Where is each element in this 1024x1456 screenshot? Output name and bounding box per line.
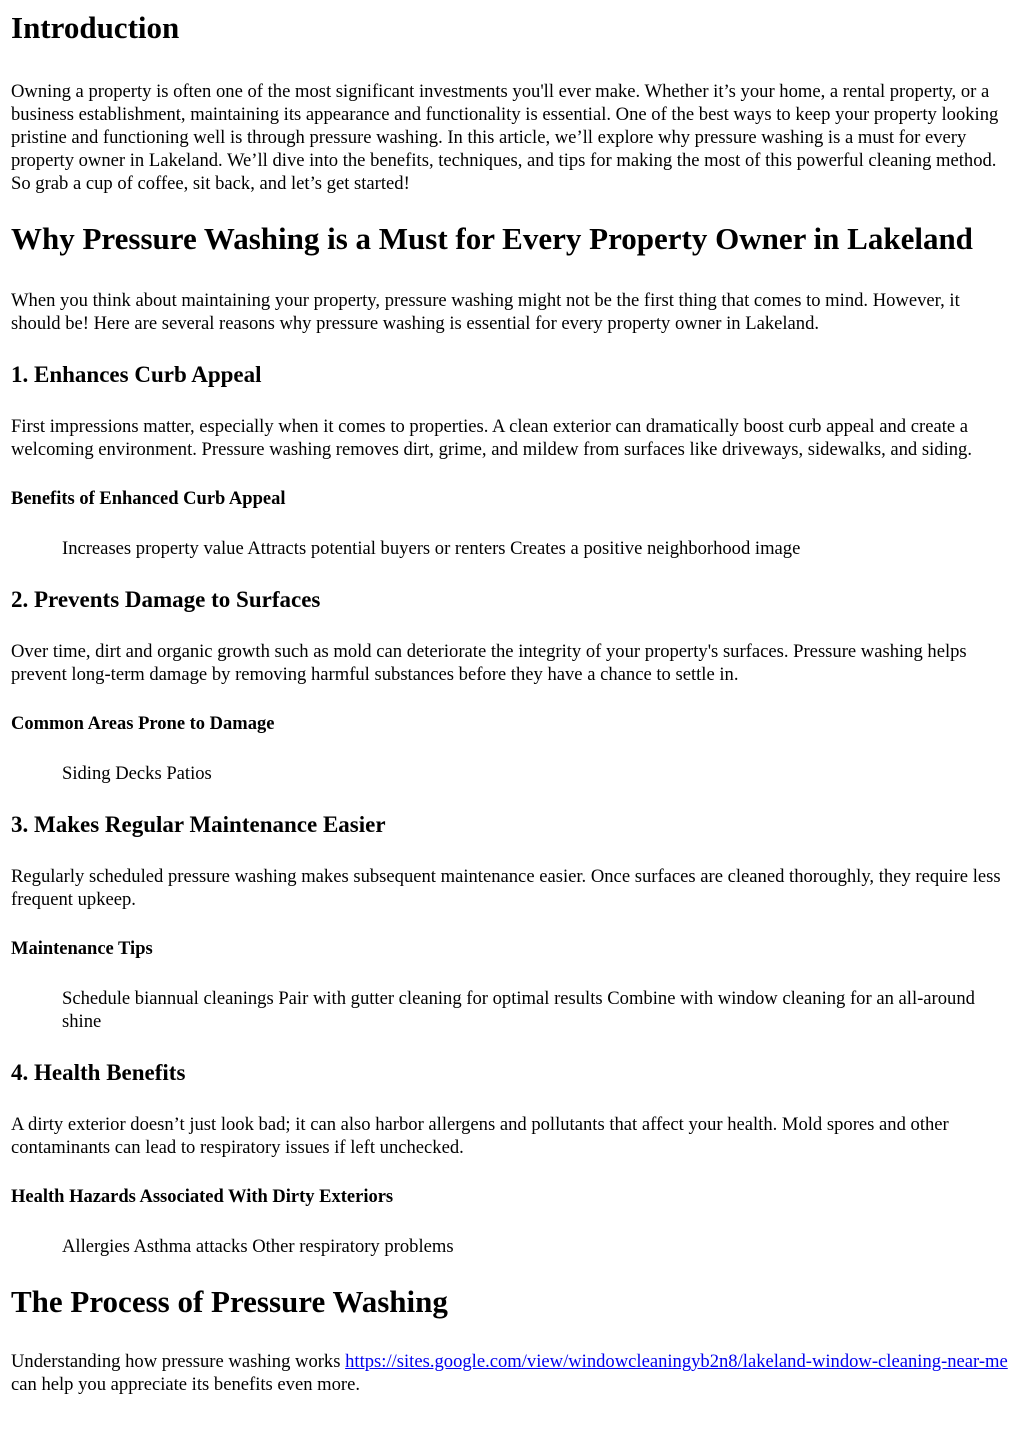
subheading-maintenance-tips: Maintenance Tips: [11, 939, 153, 959]
intro-paragraph: Owning a property is often one of the most significant investments you'll ever make. Whether it’s your home, a rental property, or a business establishment, maintaining its appearance and functionality is essential. One of the best ways to keep your property looking pristine and functioning well is through pressure washing. In this article, we’ll explore why pressure washing is a must for every property owner in Lakeland. We’ll dive into the benefits, techniques, and tips for making the most of this powerful cleaning method. So grab a cup of coffee, sit back, and let’s get started!: [11, 81, 999, 194]
subheading-health-hazards: Health Hazards Associated With Dirty Exteriors: [11, 1187, 394, 1207]
article: [0, 10, 1024, 1396]
list-damage-areas: Siding Decks Patios: [62, 763, 212, 784]
section-heading-health: 4. Health Benefits: [11, 1060, 186, 1085]
why-paragraph: When you think about maintaining your property, pressure washing might not be the first thing that comes to mind. However, it should be! Here are several reasons why pressure washing is essential for every property owner in Lakeland.: [11, 290, 960, 334]
section-paragraph-prevents-damage: Over time, dirt and organic growth such as mold can deteriorate the integrity of your property's surfaces. Pressure washing helps prevent long-term damage by removing harmful substances before they have a chance to settle in.: [11, 641, 967, 685]
process-text-after: can help you appreciate its benefits even more.: [11, 1374, 361, 1395]
section-heading-prevents-damage: 2. Prevents Damage to Surfaces: [11, 587, 321, 612]
section-paragraph-health: A dirty exterior doesn’t just look bad; it can also harbor allergens and pollutants that affect your health. Mold spores and other contaminants can lead to respiratory issues if left unchecked.: [11, 1114, 949, 1158]
list-maintenance-tips: Schedule biannual cleanings Pair with gutter cleaning for optimal results Combine with window cleaning for an all-around shine: [62, 988, 975, 1032]
list-health-hazards: Allergies Asthma attacks Other respiratory problems: [62, 1236, 454, 1257]
section-heading-curb-appeal: 1. Enhances Curb Appeal: [11, 362, 262, 387]
process-paragraph: [11, 1350, 1013, 1396]
intro-heading: Introduction: [11, 10, 180, 45]
why-heading: Why Pressure Washing is a Must for Every Property Owner in Lakeland: [11, 221, 973, 256]
section-heading-maintenance: 3. Makes Regular Maintenance Easier: [11, 812, 386, 837]
list-curb-appeal-benefits: Increases property value Attracts potential buyers or renters Creates a positive neighborhood image: [62, 538, 801, 559]
window-cleaning-link[interactable]: https://sites.google.com/view/windowcleaningyb2n8/lakeland-window-cleaning-near-me: [345, 1351, 1008, 1372]
section-paragraph-maintenance: Regularly scheduled pressure washing makes subsequent maintenance easier. Once surfaces are cleaned thoroughly, they require less frequent upkeep.: [11, 866, 1001, 910]
section-paragraph-curb-appeal: First impressions matter, especially when it comes to properties. A clean exterior can dramatically boost curb appeal and create a welcoming environment. Pressure washing removes dirt, grime, and mildew from surfaces like driveways, sidewalks, and siding.: [11, 416, 972, 460]
process-heading: The Process of Pressure Washing: [11, 1284, 448, 1319]
process-text-before: Understanding how pressure washing works: [11, 1351, 346, 1372]
subheading-curb-appeal-benefits: Benefits of Enhanced Curb Appeal: [11, 489, 286, 509]
subheading-damage-areas: Common Areas Prone to Damage: [11, 714, 275, 734]
